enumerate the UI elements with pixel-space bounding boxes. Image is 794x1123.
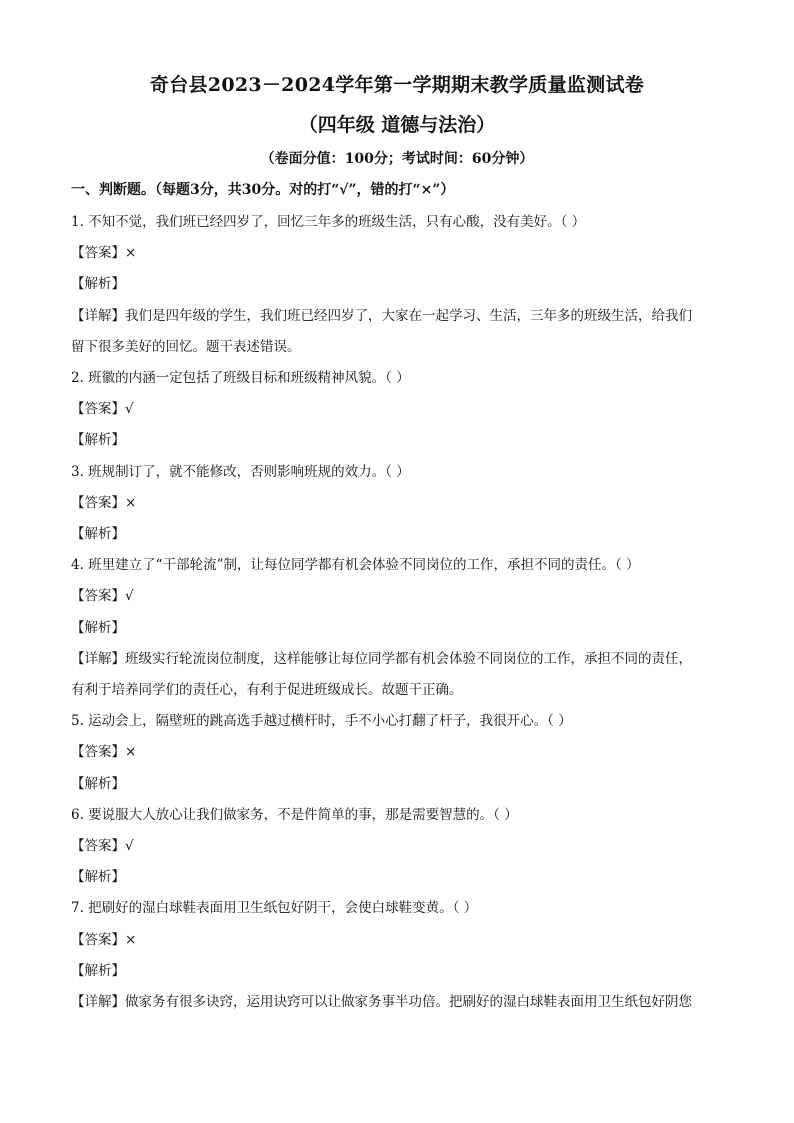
answer-5: 【答案】× — [71, 744, 137, 760]
answer-1: 【答案】× — [71, 245, 137, 261]
answer-2: 【答案】√ — [71, 401, 134, 417]
detail-4-line-2: 有利于培养同学们的责任心，有利于促进班级成长。故题干正确。 — [71, 682, 463, 698]
answer-7: 【答案】× — [71, 932, 137, 948]
detail-1-line-1: 【详解】我们是四年级的学生，我们班已经四岁了，大家在一起学习、生活，三年多的班级生活，给我们 — [71, 308, 692, 324]
analysis-label-1: 【解析】 — [71, 276, 125, 292]
answer-4: 【答案】√ — [71, 588, 134, 604]
detail-1-line-2: 留下很多美好的回忆。题干表述错误。 — [71, 339, 301, 355]
question-7: 7. 把刷好的湿白球鞋表面用卫生纸包好阴干，会使白球鞋变黄。（ ） — [71, 900, 478, 916]
exam-info: （卷面分值：100分；考试时间：60分钟） — [260, 151, 534, 167]
question-1: 1. 不知不觉，我们班已经四岁了，回忆三年多的班级生活，只有心酸，没有美好。（ ） — [71, 214, 586, 230]
exam-title: 奇台县2023－2024学年第一学期期末教学质量监测试卷 — [149, 74, 645, 96]
exam-subtitle: （四年级 道德与法治） — [298, 114, 496, 136]
question-5: 5. 运动会上，隔壁班的跳高选手越过横杆时，手不小心打翻了杆子，我很开心。（ ） — [71, 713, 572, 729]
section-heading: 一、判断题。（每题3分，共30分。对的打“√”，错的打“×”） — [71, 182, 455, 198]
analysis-label-5: 【解析】 — [71, 776, 125, 792]
analysis-label-7: 【解析】 — [71, 963, 125, 979]
analysis-label-2: 【解析】 — [71, 432, 125, 448]
question-6: 6. 要说服大人放心让我们做家务，不是件简单的事，那是需要智慧的。（ ） — [71, 807, 518, 823]
question-4: 4. 班里建立了“干部轮流”制，让每位同学都有机会体验不同岗位的工作，承担不同的责任。（ ） — [71, 557, 640, 573]
analysis-label-4: 【解析】 — [71, 620, 125, 636]
analysis-label-6: 【解析】 — [71, 869, 125, 885]
answer-6: 【答案】√ — [71, 838, 134, 854]
question-3: 3. 班规制订了，就不能修改，否则影响班规的效力。（ ） — [71, 464, 410, 480]
detail-4-line-1: 【详解】班级实行轮流岗位制度，这样能够让每位同学都有机会体验不同岗位的工作，承担不同的责任， — [71, 651, 692, 667]
detail-7-line-1: 【详解】做家务有很多诀窍，运用诀窍可以让做家务事半功倍。把刷好的湿白球鞋表面用卫生纸包好阴您 — [71, 994, 692, 1010]
question-2: 2. 班徽的内涵一定包括了班级目标和班级精神风貌。（ ） — [71, 370, 410, 386]
answer-3: 【答案】× — [71, 495, 137, 511]
analysis-label-3: 【解析】 — [71, 526, 125, 542]
